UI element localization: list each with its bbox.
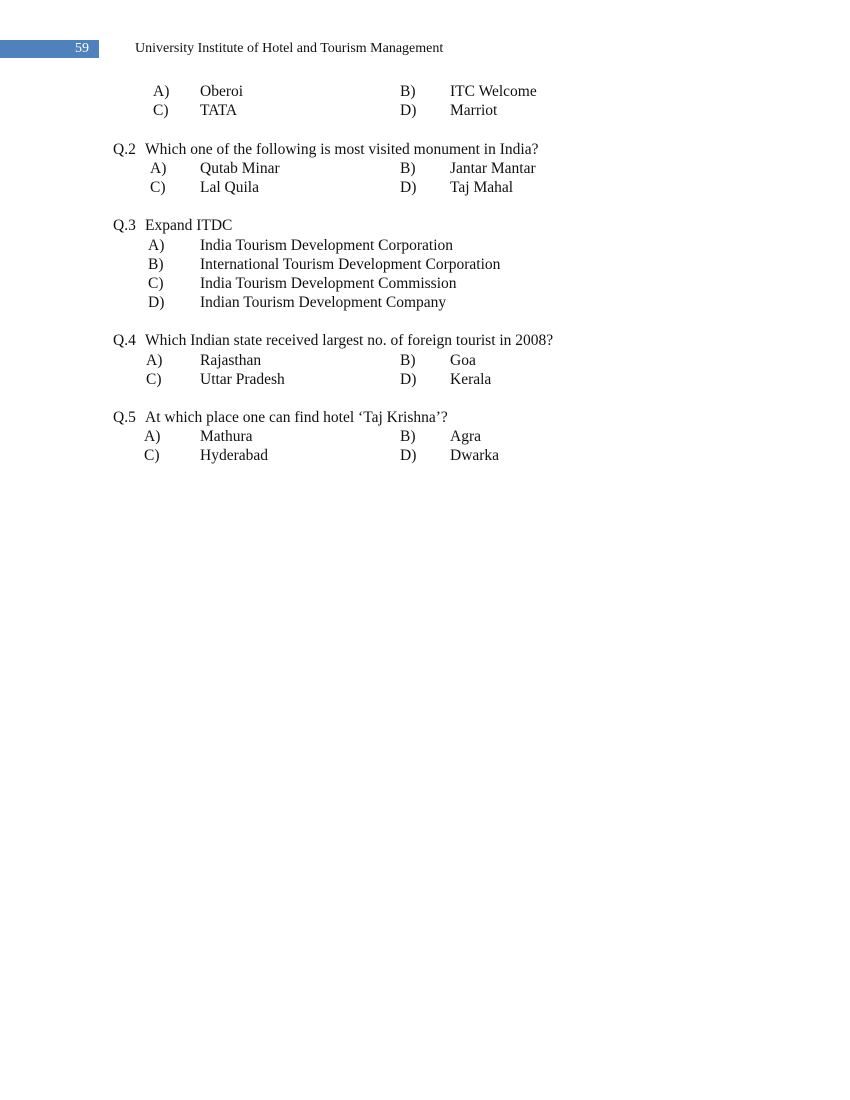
option-text: Dwarka — [450, 447, 500, 464]
page-number-tab: 59 — [0, 40, 99, 58]
option-text: Indian Tourism Development Company — [200, 294, 447, 311]
question-number: Q.2 — [113, 141, 136, 158]
option-text: Lal Quila — [200, 179, 259, 196]
question-text: At which place one can find hotel ‘Taj Krishna’? — [145, 409, 448, 426]
option-label: C) — [153, 102, 169, 119]
option-label: B) — [400, 83, 416, 100]
option-text: ITC Welcome — [450, 83, 537, 100]
option-text: Jantar Mantar — [450, 160, 536, 177]
option-label: B) — [148, 256, 164, 273]
option-label: C) — [148, 275, 164, 292]
option-label: C) — [150, 179, 166, 196]
option-text: India Tourism Development Commission — [200, 275, 457, 292]
option-label: C) — [146, 371, 162, 388]
question-number: Q.3 — [113, 217, 136, 234]
option-text: Kerala — [450, 371, 492, 388]
option-label: B) — [400, 352, 416, 369]
option-label: D) — [400, 371, 417, 388]
option-label: D) — [400, 447, 417, 464]
option-label: B) — [400, 428, 416, 445]
question-number: Q.4 — [113, 332, 136, 349]
question-text: Which one of the following is most visited monument in India? — [145, 141, 539, 158]
option-label: A) — [153, 83, 170, 100]
option-text: Rajasthan — [200, 352, 262, 369]
running-header: University Institute of Hotel and Tourism Management — [135, 41, 444, 56]
option-label: A) — [150, 160, 167, 177]
option-text: Uttar Pradesh — [200, 371, 285, 388]
option-text: Taj Mahal — [450, 179, 514, 196]
option-label: B) — [400, 160, 416, 177]
option-text: Qutab Minar — [200, 160, 280, 177]
option-label: D) — [400, 179, 417, 196]
option-text: Goa — [450, 352, 476, 369]
question-number: Q.5 — [113, 409, 136, 426]
option-text: International Tourism Development Corporation — [200, 256, 501, 273]
question-text: Expand ITDC — [145, 217, 233, 234]
question-text: Which Indian state received largest no. of foreign tourist in 2008? — [145, 332, 554, 349]
option-label: C) — [144, 447, 160, 464]
option-text: India Tourism Development Corporation — [200, 237, 454, 254]
option-text: Oberoi — [200, 83, 244, 100]
option-label: D) — [400, 102, 417, 119]
option-label: A) — [148, 237, 165, 254]
option-text: Hyderabad — [200, 447, 268, 464]
option-text: Agra — [450, 428, 481, 445]
option-label: A) — [144, 428, 161, 445]
option-label: A) — [146, 352, 163, 369]
option-text: TATA — [200, 102, 238, 119]
option-text: Mathura — [200, 428, 253, 445]
option-label: D) — [148, 294, 165, 311]
option-text: Marriot — [450, 102, 498, 119]
